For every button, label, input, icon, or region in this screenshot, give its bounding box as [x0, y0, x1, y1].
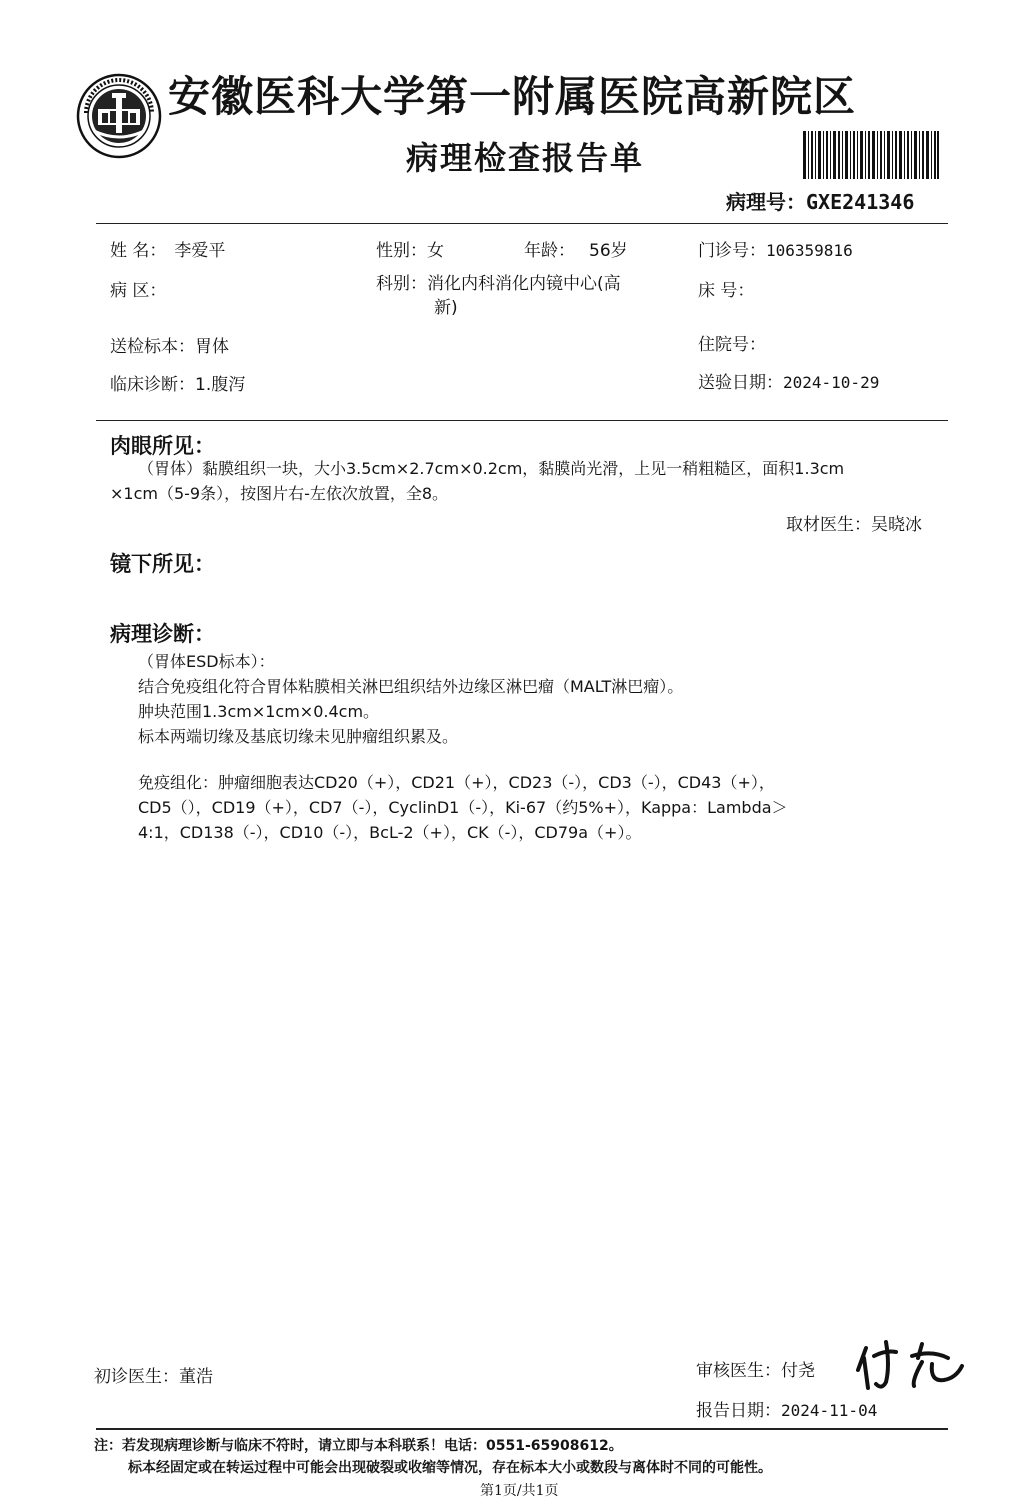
reviewing-doctor: 审核医生：付尧 [696, 1361, 815, 1381]
submit-date: 送验日期：2024-10-29 [698, 373, 880, 393]
microscopic-heading: 镜下所见： [110, 552, 215, 576]
pathology-number [726, 186, 914, 215]
gross-description [110, 456, 958, 506]
pathology-diagnosis-text [138, 649, 683, 749]
pathology-number-label: 病理号： [726, 190, 806, 214]
page-indicator: 第1页/共1页 [480, 1483, 559, 1499]
footer-divider [96, 1428, 948, 1430]
pathology-number-value: GXE241346 [806, 190, 915, 214]
hospital-name: 安徽医科大学第一附属医院高新院区 [168, 72, 857, 121]
barcode-icon [803, 131, 939, 179]
dx-line: 结合免疫组化符合胃体粘膜相关淋巴组织结外边缘区淋巴瘤（MALT淋巴瘤）。 [138, 677, 684, 696]
ihc-line: CD5（），CD19（+），CD7（-），CyclinD1（-），Ki-67（约5%+），Kappa：Lambda＞ [138, 798, 788, 817]
report-title: 病理检查报告单 [406, 139, 645, 177]
gross-heading: 肉眼所见： [110, 434, 215, 458]
bed-number: 床 号： [698, 281, 755, 301]
department: 科别：消化内科消化内镜中心(高 新) [376, 274, 621, 318]
patient-age: 年龄： 56岁 [524, 241, 628, 261]
notice-line-1: 注：若发现病理诊断与临床不符时，请立即与本科联系！电话：0551-65908612。 [94, 1438, 623, 1454]
notice-line-2: 标本经固定或在转运过程中可能会出现破裂或收缩等情况，存在标本大小或数段与离体时不同的可能性。 [128, 1460, 772, 1476]
specimen: 送检标本：胃体 [110, 337, 229, 357]
ward: 病 区： [110, 281, 167, 301]
gross-line-1: （胃体）黏膜组织一块，大小3.5cm×2.7cm×0.2cm，黏膜尚光滑，上见一稍粗糙区，面积1.3cm [138, 459, 845, 478]
dx-line: 肿块范围1.3cm×1cm×0.4cm。 [138, 702, 380, 721]
hospital-emblem-icon [76, 73, 162, 159]
patient-name: 姓 名： 李爱平 [110, 241, 226, 261]
header-divider [96, 223, 948, 224]
ihc-line: 4:1，CD138（-），CD10（-），BcL-2（+），CK（-），CD79a（+）。 [138, 823, 642, 842]
inpatient-number: 住院号： [698, 335, 766, 355]
immunohistochemistry [138, 770, 788, 845]
dx-line: 标本两端切缘及基底切缘未见肿瘤组织累及。 [138, 727, 459, 746]
handwritten-signature [852, 1336, 970, 1396]
clinical-diagnosis: 临床诊断：1.腹泻 [110, 375, 246, 395]
info-divider [96, 420, 948, 421]
ihc-line: 免疫组化：肿瘤细胞表达CD20（+），CD21（+），CD23（-），CD3（-），CD43（+）， [138, 773, 775, 792]
report-date: 报告日期：2024-11-04 [696, 1401, 878, 1421]
grossing-doctor: 取材医生：吴晓冰 [786, 515, 922, 535]
outpatient-number: 门诊号：106359816 [698, 241, 853, 261]
patient-sex: 性别：女 [376, 241, 444, 261]
pathology-diagnosis-heading: 病理诊断： [110, 622, 215, 646]
gross-line-2: ×1cm（5-9条），按图片右-左依次放置，全8。 [110, 484, 449, 503]
dx-line: （胃体ESD标本）： [138, 652, 275, 671]
initial-doctor: 初诊医生：董浩 [94, 1367, 213, 1387]
